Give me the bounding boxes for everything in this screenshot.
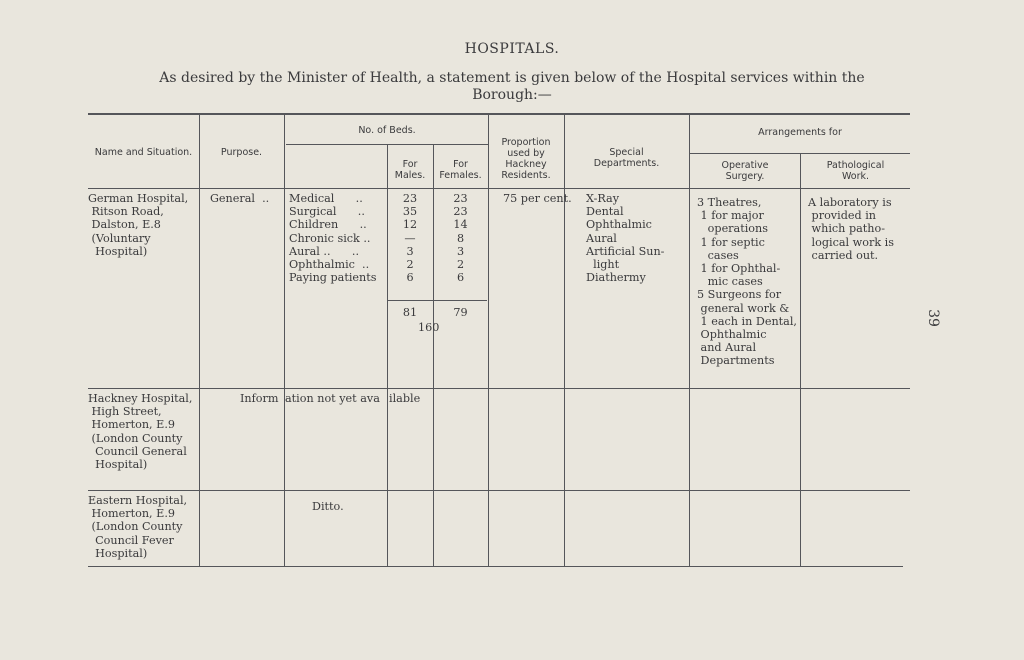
col-rule-1 (199, 115, 200, 566)
header-operative: Operative Surgery. (721, 160, 769, 182)
german-hospital-name: German Hospital, Ritson Road, Dalston, E.8 (Voluntary Hospital) (88, 192, 189, 258)
hackney-info-part3: ilable (389, 392, 421, 405)
header-arrangements: Arrangements for (758, 127, 842, 138)
german-hospital-purpose: General .. (210, 192, 270, 205)
german-male-beds: 23 35 12 — 3 2 6 (402, 192, 418, 285)
col-rule-5 (488, 115, 489, 566)
hackney-info-part2: ation not yet ava (285, 392, 380, 405)
german-operative-surgery: 3 Theatres, 1 for major operations 1 for septic cases 1 for Ophthal- mic cases 5 Surgeons for general work & 1 each in Dental, Ophthalmic and Aural Departments (697, 196, 797, 368)
row-rule-2 (88, 490, 910, 491)
german-special-departments: X-Ray Dental Ophthalmic Aural Artificial Sun- light Diathermy (586, 192, 665, 285)
page-number: 39 (924, 309, 941, 327)
eastern-ditto: Ditto. (312, 500, 344, 513)
intro-line-2: Borough:— (472, 87, 552, 103)
hackney-info-part1: Inform (240, 392, 279, 405)
page-title: HOSPITALS. (464, 41, 560, 57)
col-rule-8 (800, 154, 801, 566)
header-pathological: Pathological Work. (826, 160, 885, 182)
header-proportion: Proportion used by Hackney Residents. (501, 137, 551, 181)
header-special: Special Departments. (593, 147, 660, 169)
german-total-males: 81 (402, 306, 418, 319)
header-males: For Males. (394, 159, 426, 181)
hackney-hospital-name: Hackney Hospital, High Street, Homerton, E.9 (London County Council General Hospital) (88, 392, 193, 472)
german-grand-total: 160 (418, 321, 440, 334)
german-total-females: 79 (453, 306, 468, 319)
header-females: For Females. (439, 159, 482, 181)
col-rule-2 (284, 115, 285, 566)
table-top-rule (88, 113, 910, 115)
header-purpose: Purpose. (220, 147, 263, 158)
row-rule-1 (88, 388, 910, 389)
german-bed-types: Medical .. Surgical .. Children .. Chronic sick .. Aural .. .. Ophthalmic .. Paying patients (289, 192, 377, 285)
eastern-hospital-name: Eastern Hospital, Homerton, E.9 (London County Council Fever Hospital) (88, 494, 188, 560)
table-bottom-rule (88, 566, 903, 567)
col-rule-6 (564, 115, 565, 566)
german-female-beds: 23 23 14 8 3 2 6 (453, 192, 468, 285)
header-beds: No. of Beds. (358, 125, 416, 136)
german-pathological-work: A laboratory is provided in which patho- logical work is carried out. (808, 196, 894, 262)
header-bottom-rule (88, 188, 910, 189)
german-proportion: 75 per cent. (503, 192, 572, 205)
intro-line-1: As desired by the Minister of Health, a statement is given below of the Hospital services within the (159, 70, 865, 86)
totals-rule (387, 300, 487, 301)
header-name: Name and Situation. (94, 147, 193, 158)
